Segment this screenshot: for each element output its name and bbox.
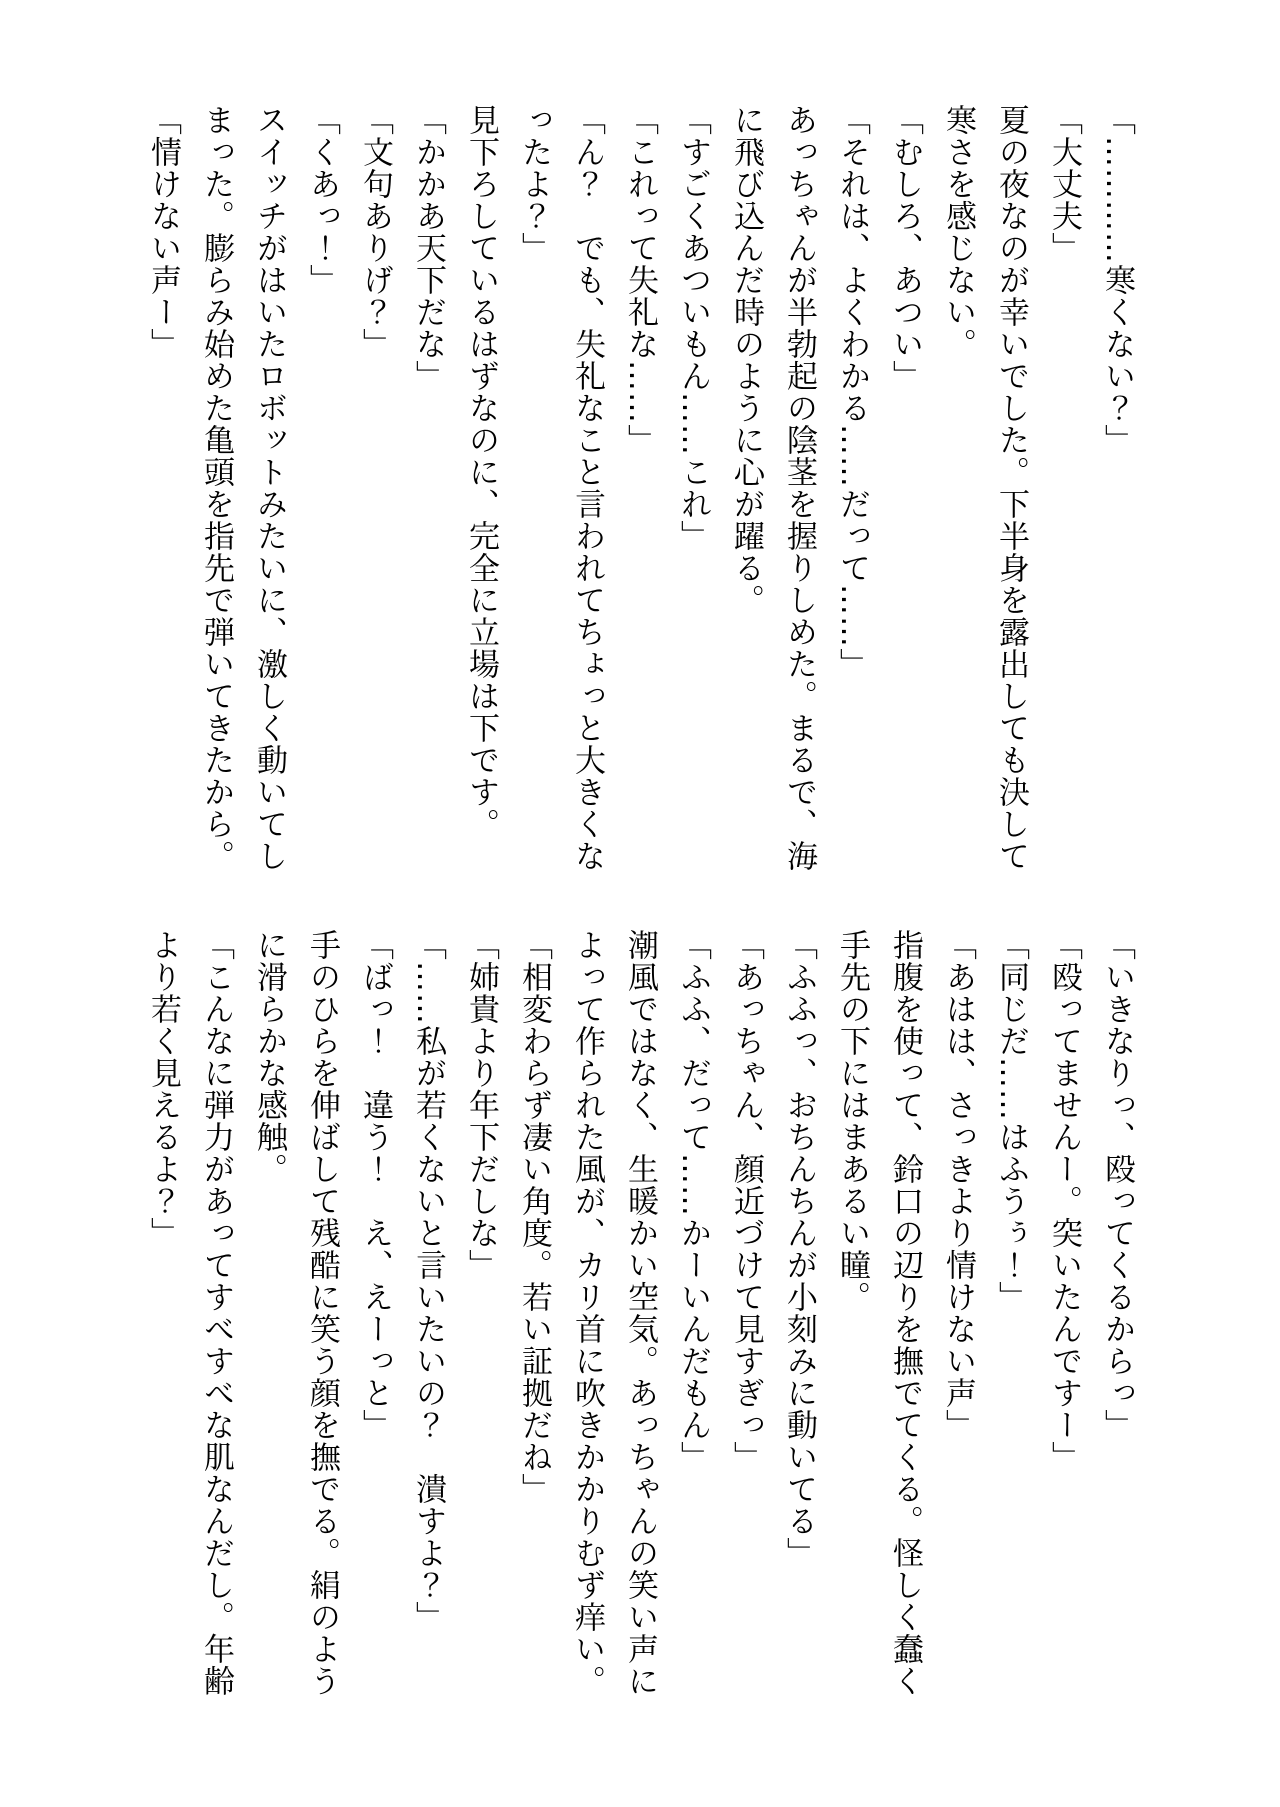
text-line: 手のひらを伸ばして残酷に笑う顔を撫でる。絹のよう (304, 929, 340, 1697)
text-line: 「あはは、さっきより情けない声」 (940, 929, 976, 1441)
text-line: 「……私が若くないと言いたいの？ 潰すよ？」 (410, 929, 446, 1633)
text-line: 「同じだ……はふうぅ！」 (993, 929, 1029, 1313)
text-line: より若く見えるよ？」 (145, 929, 181, 1249)
text-block-bottom (136, 929, 1143, 1697)
text-line: 寒さを感じない。 (940, 104, 976, 360)
text-line: まった。膨らみ始めた亀頭を指先で弾いてきたから。 (198, 104, 234, 872)
text-line: よって作られた風が、カリ首に吹きかかりむず痒い。 (569, 929, 605, 1697)
text-line: 「それは、よくわかる……だって……」 (834, 104, 870, 680)
text-line: 「いきなりっ、殴ってくるからっ」 (1099, 929, 1135, 1441)
text-block-top (136, 104, 1143, 872)
text-line: 指腹を使って、鈴口の辺りを撫でてくる。怪しく蠢く (887, 929, 923, 1697)
text-line: 「ふふ、だって……かーいんだもん」 (675, 929, 711, 1473)
text-line: 手先の下にはまあるい瞳。 (834, 929, 870, 1313)
text-line: 「すごくあついもん……これ」 (675, 104, 711, 552)
text-line: 「相変わらず凄い角度。若い証拠だね」 (516, 929, 552, 1505)
text-line: 見下ろしているはずなのに、完全に立場は下です。 (463, 104, 499, 840)
text-line: に滑らかな感触。 (251, 929, 287, 1185)
text-line: スイッチがはいたロボットみたいに、激しく動いてし (251, 104, 287, 872)
text-line: 「これって失礼な……」 (622, 104, 658, 456)
text-line: 「姉貴より年下だしな」 (463, 929, 499, 1281)
text-line: 「大丈夫」 (1046, 104, 1082, 264)
text-line: 「こんなに弾力があってすべすべな肌なんだし。年齢 (198, 929, 234, 1697)
text-line: ったよ？」 (516, 104, 552, 264)
text-line: 「くあっ！」 (304, 104, 340, 296)
text-line: あっちゃんが半勃起の陰茎を握りしめた。まるで、海 (781, 104, 817, 872)
text-line: 「ふふっ、おちんちんが小刻みに動いてる」 (781, 929, 817, 1569)
text-line: 「あっちゃん、顔近づけて見すぎっ」 (728, 929, 764, 1473)
text-line: 「情けない声ー」 (145, 104, 181, 360)
text-line: 「かかあ天下だな」 (410, 104, 446, 392)
text-line: に飛び込んだ時のように心が躍る。 (728, 104, 764, 616)
text-line: 夏の夜なのが幸いでした。下半身を露出しても決して (993, 104, 1029, 872)
text-line: 「…………寒くない？」 (1099, 104, 1135, 456)
text-line: 「文句ありげ？」 (357, 104, 393, 360)
text-line: 潮風ではなく、生暖かい空気。あっちゃんの笑い声に (622, 929, 658, 1697)
text-line: 「ん？ でも、失礼なこと言われてちょっと大きくな (569, 104, 605, 872)
text-line: 「むしろ、あつい」 (887, 104, 923, 392)
text-line: 「ばっ！ 違う！ え、えーっと」 (357, 929, 393, 1441)
text-line: 「殴ってませんー。突いたんですー」 (1046, 929, 1082, 1473)
